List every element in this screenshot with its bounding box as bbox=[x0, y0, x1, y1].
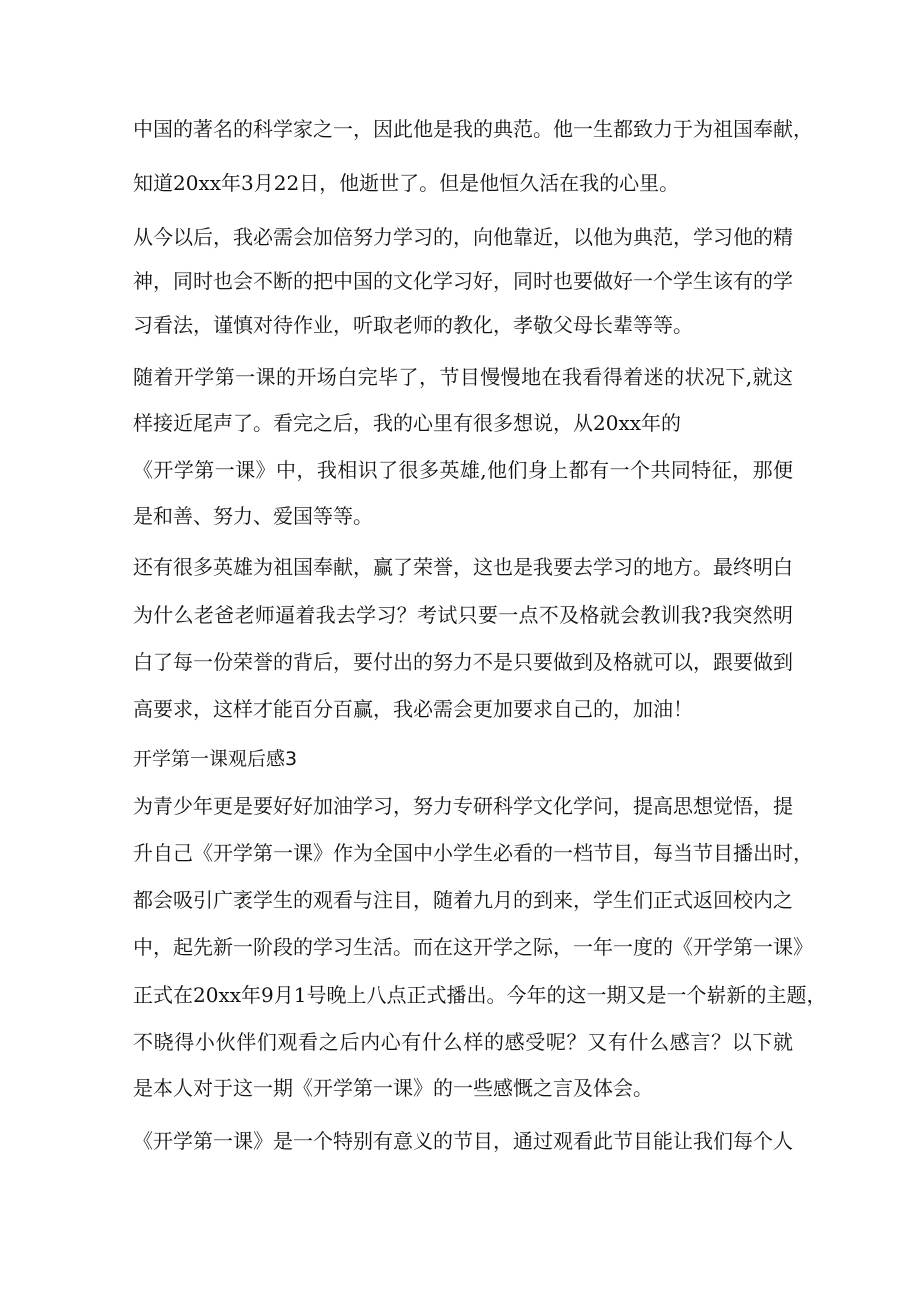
text-line: 知道20xx年3月22日，他逝世了。但是他恒久活在我的心里。 bbox=[133, 171, 680, 195]
text-line: 《开学第一课》中，我相识了很多英雄,他们身上都有一个共同特征，那便 bbox=[133, 458, 793, 482]
text-line: 是本人对于这一期《开学第一课》的一些感慨之言及体会。 bbox=[133, 1076, 653, 1100]
text-line: 习看法，谨慎对待作业，听取老师的教化，孝敬父母长辈等等。 bbox=[133, 313, 693, 337]
text-line: 神，同时也会不断的把中国的文化学习好，同时也要做好一个学生该有的学 bbox=[133, 269, 793, 293]
text-line: 不晓得小伙伴们观看之后内心有什么样的感受呢？又有什么感言？以下就 bbox=[133, 1030, 793, 1054]
text-line: 正式在20xx年9月1号晚上八点正式播出。今年的这一期又是一个崭新的主题， bbox=[133, 983, 827, 1007]
text-line: 样接近尾声了。看完之后，我的心里有很多想说，从20xx年的 bbox=[133, 411, 682, 435]
text-line: 是和善、努力、爱国等等。 bbox=[133, 504, 373, 528]
text-line: 随着开学第一课的开场白完毕了，节目慢慢地在我看得着迷的状况下,就这 bbox=[133, 365, 793, 389]
text-line: 升自己《开学第一课》作为全国中小学生必看的一档节目，每当节目播出时， bbox=[133, 841, 813, 865]
text-line: 高要求，这样才能百分百赢，我必需会更加要求自己的，加油！ bbox=[133, 697, 693, 721]
text-line: 《开学第一课》是一个特别有意义的节目，通过观看此节目能让我们每个人 bbox=[133, 1129, 793, 1153]
text-line: 为什么老爸老师逼着我去学习？考试只要一点不及格就会教训我?我突然明 bbox=[133, 603, 793, 627]
text-line: 还有很多英雄为祖国奉献，赢了荣誉，这也是我要去学习的地方。最终明白 bbox=[133, 555, 793, 579]
text-line: 为青少年更是要好好加油学习，努力专研科学文化学问，提高思想觉悟，提 bbox=[133, 794, 793, 818]
text-line: 中，起先新一阶段的学习生活。而在这开学之际，一年一度的《开学第一课》 bbox=[133, 935, 813, 959]
text-line: 都会吸引广袤学生的观看与注目，随着九月的到来，学生们正式返回校内之 bbox=[133, 888, 793, 912]
text-line: 从今以后，我必需会加倍努力学习的，向他靠近，以他为典范，学习他的精 bbox=[133, 225, 793, 249]
text-line: 中国的著名的科学家之一，因此他是我的典范。他一生都致力于为祖国奉献， bbox=[133, 117, 813, 141]
section-heading: 开学第一课观后感3 bbox=[133, 748, 298, 770]
text-line: 白了每一份荣誉的背后，要付出的努力不是只要做到及格就可以，跟要做到 bbox=[133, 650, 793, 674]
